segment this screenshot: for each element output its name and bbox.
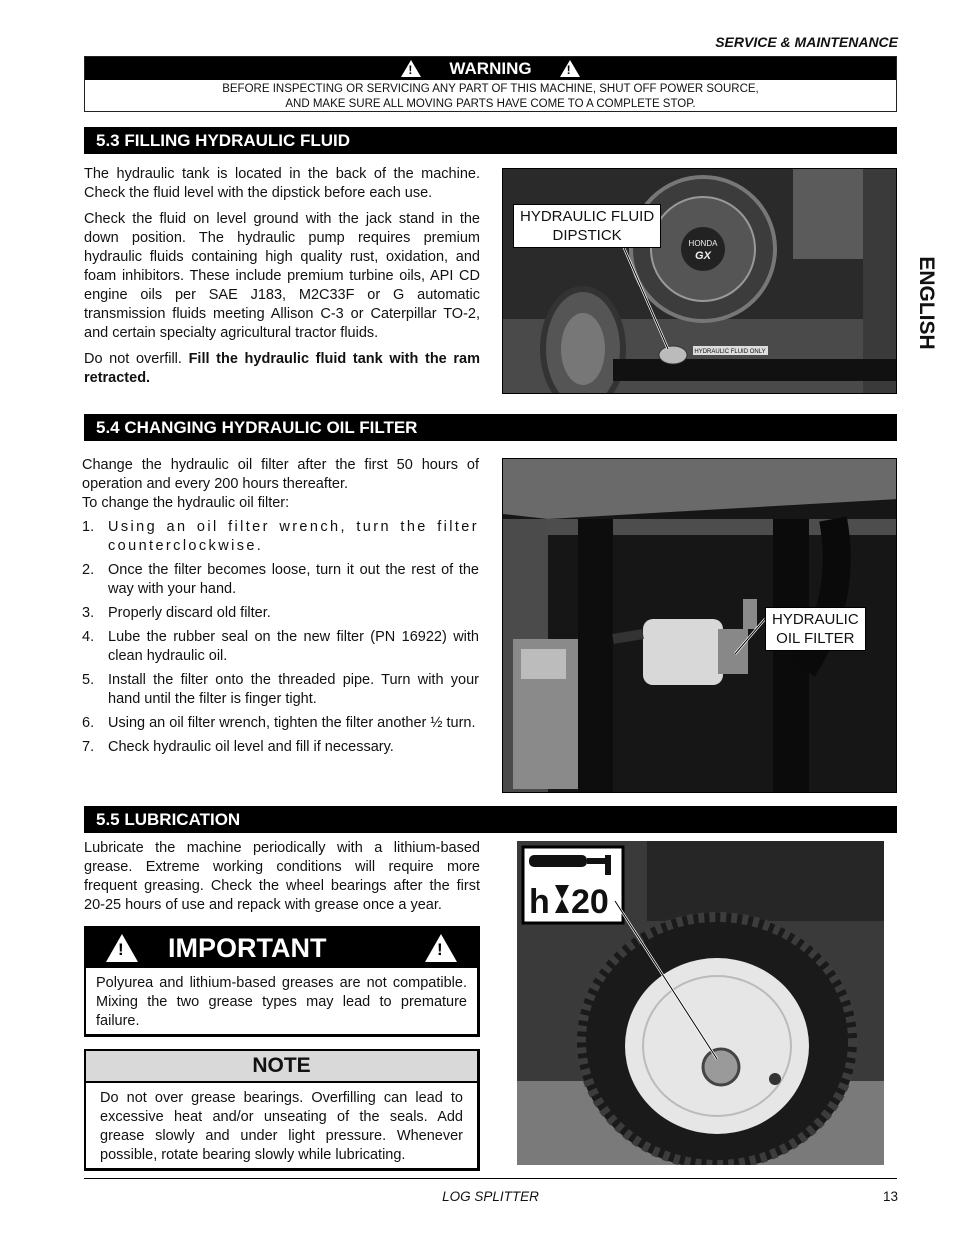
- footer-divider: [84, 1178, 897, 1179]
- important-body: Polyurea and lithium-based greases are not compatible. Mixing the two grease types may lead to premature failure.: [96, 975, 467, 1029]
- list-item: [82, 561, 479, 599]
- cap-label-text: HYDRAULIC FLUID ONLY: [694, 349, 766, 355]
- step-text: Once the filter becomes loose, turn it out the rest of the way with your hand.: [108, 562, 479, 597]
- footer-title: LOG SPLITTER: [442, 1189, 539, 1204]
- section-title-5-4: 5.4 CHANGING HYDRAULIC OIL FILTER: [84, 414, 897, 441]
- section-title-5-5: 5.5 LUBRICATION: [84, 806, 897, 833]
- important-title: IMPORTANT: [168, 932, 327, 963]
- dipstick-photo: [502, 168, 897, 394]
- step-text: Properly discard old filter.: [108, 605, 271, 621]
- paragraph: The hydraulic tank is located in the back of the machine. Check the fluid level with the dipstick before each use.: [84, 166, 480, 201]
- paragraph: Check the fluid on level ground with the jack stand in the down position. The hydraulic pump requires premium hydraulic fluids containing high quality rust, oxidation, and foam inhibitors. These include premium turbine oils, API CD engine oils per SAE J183, M2C33F or G automatic transmission fluids meeting Allison C-3 or Caterpillar TO-2, and certain specialty agricultural tractor fluids.: [84, 211, 480, 341]
- list-item: [82, 738, 479, 757]
- wheel-photo: [517, 841, 884, 1165]
- warning-triangle-icon: [401, 60, 421, 77]
- important-box: [84, 926, 480, 1037]
- language-label: ENGLISH: [915, 256, 938, 350]
- warning-line: BEFORE INSPECTING OR SERVICING ANY PART OF THIS MACHINE, SHUT OFF POWER SOURCE,: [222, 83, 759, 95]
- warning-header: [85, 57, 896, 80]
- warning-triangle-icon: [560, 60, 580, 77]
- step-number: 3.: [82, 605, 95, 621]
- oil-filter-photo: [502, 458, 897, 793]
- callout-line: HYDRAULIC: [772, 611, 859, 628]
- warning-triangle-icon: [425, 934, 457, 962]
- step-text: Install the filter onto the threaded pipe. Turn with your hand until the filter is finger tight.: [108, 672, 479, 707]
- step-number: 4.: [82, 629, 95, 645]
- step-number: 1.: [82, 519, 95, 535]
- engine-model-text: GX: [695, 250, 711, 262]
- engine-brand-text: HONDA: [688, 239, 718, 248]
- step-number: 5.: [82, 672, 95, 688]
- note-title: NOTE: [86, 1051, 477, 1083]
- grease-badge-letter: h: [529, 883, 550, 921]
- step-text: Using an oil filter wrench, turn the filter counterclockwise.: [108, 519, 479, 554]
- section-5-3-text: [84, 165, 480, 395]
- warning-triangle-icon: [106, 934, 138, 962]
- step-text: Lube the rubber seal on the new filter (PN 16922) with clean hydraulic oil.: [108, 629, 479, 664]
- warning-body: [85, 80, 896, 112]
- step-text: Check hydraulic oil level and fill if necessary.: [108, 739, 394, 755]
- paragraph: [84, 350, 480, 388]
- paragraph-normal: Do not overfill.: [84, 351, 189, 367]
- step-number: 6.: [82, 715, 95, 731]
- list-item: [82, 604, 479, 623]
- important-header: [86, 928, 477, 968]
- list-item: [82, 518, 479, 556]
- warning-title: WARNING: [449, 58, 532, 78]
- language-tab: [906, 248, 946, 358]
- note-box: [84, 1049, 480, 1171]
- section-5-4-text: [82, 456, 479, 762]
- list-item: [82, 714, 479, 733]
- paragraph: Change the hydraulic oil filter after the first 50 hours of operation and every 200 hours thereafter.: [82, 457, 479, 492]
- list-item: [82, 671, 479, 709]
- warning-line: AND MAKE SURE ALL MOVING PARTS HAVE COME TO A COMPLETE STOP.: [285, 98, 696, 110]
- paragraph: Lubricate the machine periodically with a lithium-based grease. Extreme working conditions will require more frequent greasing. Check the wheel bearings after the first 20-25 hours of use and repack with grease once a year.: [84, 840, 480, 913]
- oil-filter-callout: [765, 607, 866, 651]
- grease-badge-number: 20: [571, 883, 609, 921]
- callout-line: DIPSTICK: [552, 227, 622, 244]
- callout-line: HYDRAULIC FLUID: [520, 208, 655, 225]
- step-text: Using an oil filter wrench, tighten the filter another ½ turn.: [108, 715, 476, 731]
- filter-steps-list: [82, 518, 479, 757]
- step-number: 7.: [82, 739, 95, 755]
- paragraph: To change the hydraulic oil filter:: [82, 495, 290, 511]
- warning-box: [84, 56, 897, 112]
- dipstick-callout: [513, 204, 661, 248]
- step-number: 2.: [82, 562, 95, 578]
- list-item: [82, 628, 479, 666]
- section-title-5-3: 5.3 FILLING HYDRAULIC FLUID: [84, 127, 897, 154]
- note-body: Do not over grease bearings. Overfilling can lead to excessive heat and/or unseating of the seals. Add grease slowly and under light pressure. Whenever possible, rotate bearing slowly while lubricating.: [100, 1090, 463, 1163]
- section-header: SERVICE & MAINTENANCE: [715, 34, 898, 50]
- callout-line: OIL FILTER: [776, 630, 855, 647]
- paragraph-bold: Fill the hydraulic fluid tank with the ram retracted.: [84, 351, 480, 386]
- section-5-5-text: [84, 839, 480, 922]
- page-number: 13: [882, 1189, 898, 1204]
